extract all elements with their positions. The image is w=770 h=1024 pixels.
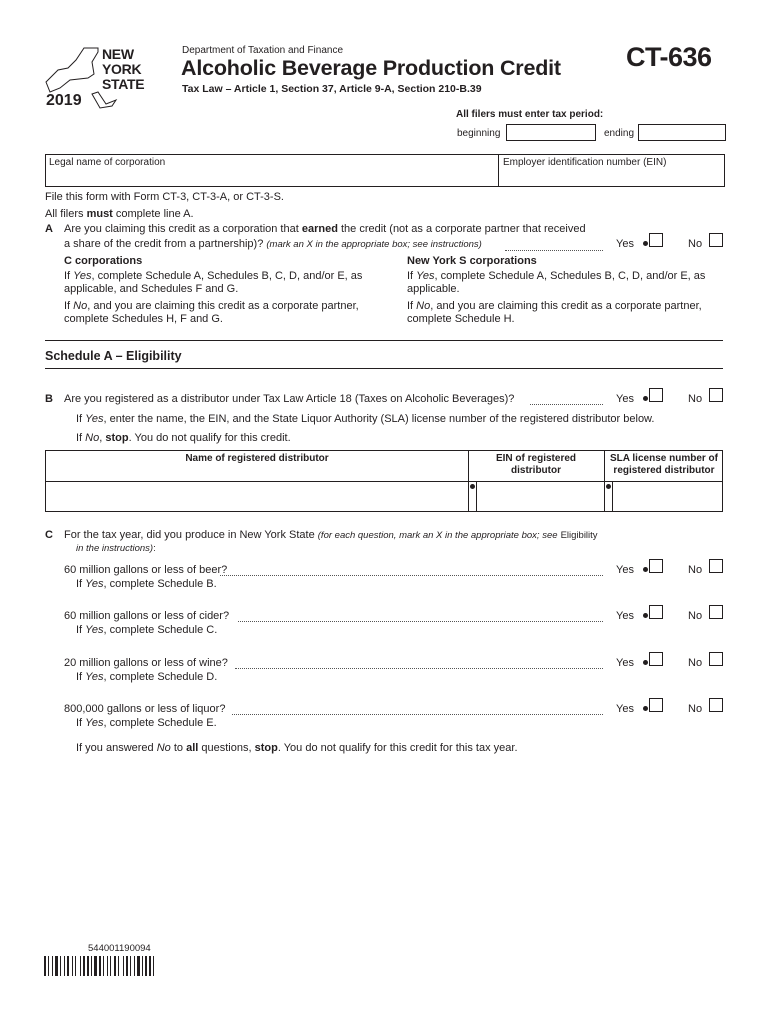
barcode-bar [55, 956, 58, 976]
barcode-bar [87, 956, 89, 976]
line-a-leader [505, 250, 603, 251]
form-id: CT-636 [626, 42, 712, 72]
ending-date-input[interactable] [638, 124, 726, 141]
question-0-bullet [643, 567, 648, 572]
all-filers-note: All filers must complete line A. [45, 208, 194, 220]
table-col-divider-1 [468, 451, 469, 511]
line-a-question-2: a share of the credit from a partnership)? (mark an X in the appropriate box; see instructions) [64, 238, 482, 250]
question-3-no-label: No [688, 703, 703, 715]
question-0-leader [220, 575, 603, 576]
form-subtitle: Tax Law – Article 1, Section 37, Article 9-A, Section 210-B.39 [182, 83, 482, 95]
c-corp-no-instr-2: complete Schedules H, F and G. [64, 313, 223, 325]
question-3-yes-checkbox[interactable] [649, 698, 663, 712]
question-3-bullet [643, 706, 648, 711]
distributor-table [45, 450, 723, 512]
s-corp-no-instr-2: complete Schedule H. [407, 313, 515, 325]
barcode-bar [142, 956, 143, 976]
line-a-no-checkbox[interactable] [709, 233, 723, 247]
line-c-letter: C [45, 529, 53, 541]
legal-name-field[interactable] [46, 155, 499, 186]
barcode-number: 544001190094 [88, 943, 151, 954]
line-c-question-2: in the instructions): [76, 543, 156, 554]
question-1-instruction: If Yes, complete Schedule C. [76, 624, 218, 636]
ending-label: ending [604, 128, 635, 139]
barcode-bar [94, 956, 97, 976]
barcode-bar [52, 956, 53, 976]
line-c-question: For the tax year, did you produce in New York State (for each question, mark an X in the appropriate box; see Eligibility [64, 529, 598, 541]
barcode-bar [107, 956, 108, 976]
barcode-bar [60, 956, 61, 976]
line-b-if-no: If No, stop. You do not qualify for this credit. [76, 432, 291, 444]
barcode-bar [75, 956, 76, 976]
barcode-bar [64, 956, 65, 976]
form-year: 2019 [46, 92, 82, 109]
final-note: If you answered No to all questions, stop. You do not qualify for this credit for this tax year. [76, 742, 518, 754]
question-0-instruction: If Yes, complete Schedule B. [76, 578, 217, 590]
s-corp-no-instr: If No, and you are claiming this credit as a corporate partner, [407, 300, 702, 312]
barcode-bar [118, 956, 119, 976]
question-2-bullet [643, 660, 648, 665]
question-3-instruction: If Yes, complete Schedule E. [76, 717, 217, 729]
schedule-a-heading: Schedule A – Eligibility [45, 349, 182, 363]
ein-field[interactable] [499, 155, 724, 186]
barcode-bar [149, 956, 151, 976]
line-b-yes-checkbox[interactable] [649, 388, 663, 402]
line-b-yes-label: Yes [616, 393, 634, 405]
question-2-no-checkbox[interactable] [709, 652, 723, 666]
schedule-a-rule [45, 340, 723, 341]
tax-period-label: All filers must enter tax period: [456, 109, 604, 120]
barcode-bar [72, 956, 73, 976]
question-3-text: 800,000 gallons or less of liquor? [64, 703, 226, 715]
distributor-name-input[interactable] [46, 482, 468, 511]
question-3-yes-label: Yes [616, 703, 634, 715]
question-1-yes-label: Yes [616, 610, 634, 622]
logo-state: STATE [102, 76, 145, 92]
barcode-bar [110, 956, 111, 976]
question-2-no-label: No [688, 657, 703, 669]
line-b-no-label: No [688, 393, 703, 405]
question-1-bullet [643, 613, 648, 618]
barcode-bar [48, 956, 49, 976]
nys-logo [40, 42, 160, 112]
c-corp-yes-instr-2: applicable, and Schedules F and G. [64, 283, 239, 295]
barcode-bar [134, 956, 135, 976]
schedule-a-rule-bottom [45, 368, 723, 369]
barcode-bar [130, 956, 131, 976]
c-corp-heading: C corporations [64, 255, 143, 267]
question-1-yes-checkbox[interactable] [649, 605, 663, 619]
line-a-letter: A [45, 223, 53, 235]
form-title: Alcoholic Beverage Production Credit [181, 56, 561, 80]
barcode-bar [137, 956, 140, 976]
question-0-no-label: No [688, 564, 703, 576]
barcode-bar [123, 956, 124, 976]
question-0-yes-checkbox[interactable] [649, 559, 663, 573]
barcode-bar [80, 956, 81, 976]
question-2-leader [235, 668, 603, 669]
line-b-no-checkbox[interactable] [709, 388, 723, 402]
question-0-yes-label: Yes [616, 564, 634, 576]
question-2-yes-label: Yes [616, 657, 634, 669]
distributor-sla-input[interactable] [612, 482, 723, 511]
line-a-question: Are you claiming this credit as a corporation that earned the credit (not as a corporate partner that received [64, 223, 586, 235]
legal-name-label: Legal name of corporation [49, 157, 166, 168]
question-1-text: 60 million gallons or less of cider? [64, 610, 230, 622]
ein-bullet [470, 484, 475, 489]
s-corp-heading: New York S corporations [407, 255, 537, 267]
barcode-bar [67, 956, 69, 976]
line-b-bullet [643, 396, 648, 401]
header-ein: EIN of registered distributor [495, 453, 577, 476]
question-0-text: 60 million gallons or less of beer? [64, 564, 228, 576]
c-corp-yes-instr: If Yes, complete Schedule A, Schedules B, C, D, and/or E, as [64, 270, 363, 282]
barcode-bar [114, 956, 116, 976]
s-corp-yes-instr-2: applicable. [407, 283, 460, 295]
logo-york: YORK [102, 61, 142, 77]
corporation-id-box [45, 154, 725, 187]
question-2-text: 20 million gallons or less of wine? [64, 657, 228, 669]
question-2-yes-checkbox[interactable] [649, 652, 663, 666]
c-corp-no-instr: If No, and you are claiming this credit as a corporate partner, [64, 300, 359, 312]
line-b-letter: B [45, 393, 53, 405]
header-name: Name of registered distributor [185, 453, 329, 464]
line-b-leader [530, 404, 603, 405]
line-a-yes-checkbox[interactable] [649, 233, 663, 247]
header-sla: SLA license number of registered distributor [610, 453, 718, 476]
distributor-ein-input[interactable] [476, 482, 605, 511]
question-1-no-label: No [688, 610, 703, 622]
line-a-bullet [643, 241, 648, 246]
department-name: Department of Taxation and Finance [182, 45, 344, 56]
question-1-no-checkbox[interactable] [709, 605, 723, 619]
barcode-bar [153, 956, 154, 976]
question-3-no-checkbox[interactable] [709, 698, 723, 712]
barcode-icon [44, 956, 194, 976]
beginning-date-input[interactable] [506, 124, 596, 141]
beginning-label: beginning [457, 128, 501, 139]
barcode-bar [44, 956, 46, 976]
line-b-question: Are you registered as a distributor under Tax Law Article 18 (Taxes on Alcoholic Beverages)? [64, 393, 515, 405]
line-b-if-yes: If Yes, enter the name, the EIN, and the State Liquor Authority (SLA) license number of the registered distributor below. [76, 413, 655, 425]
ein-label: Employer identification number (EIN) [503, 157, 667, 168]
barcode-bar [126, 956, 128, 976]
line-a-yes-label: Yes [616, 238, 634, 250]
logo-new: NEW [102, 46, 134, 62]
question-3-leader [232, 714, 603, 715]
line-a-no-label: No [688, 238, 703, 250]
question-2-instruction: If Yes, complete Schedule D. [76, 671, 218, 683]
file-with-note: File this form with Form CT-3, CT-3-A, or CT-3-S. [45, 191, 284, 203]
barcode-bar [103, 956, 104, 976]
question-0-no-checkbox[interactable] [709, 559, 723, 573]
sla-bullet [606, 484, 611, 489]
question-1-leader [238, 621, 603, 622]
barcode-bar [83, 956, 85, 976]
barcode-bar [99, 956, 101, 976]
barcode-bar [91, 956, 92, 976]
s-corp-yes-instr: If Yes, complete Schedule A, Schedules B, C, D, and/or E, as [407, 270, 706, 282]
barcode-bar [145, 956, 147, 976]
